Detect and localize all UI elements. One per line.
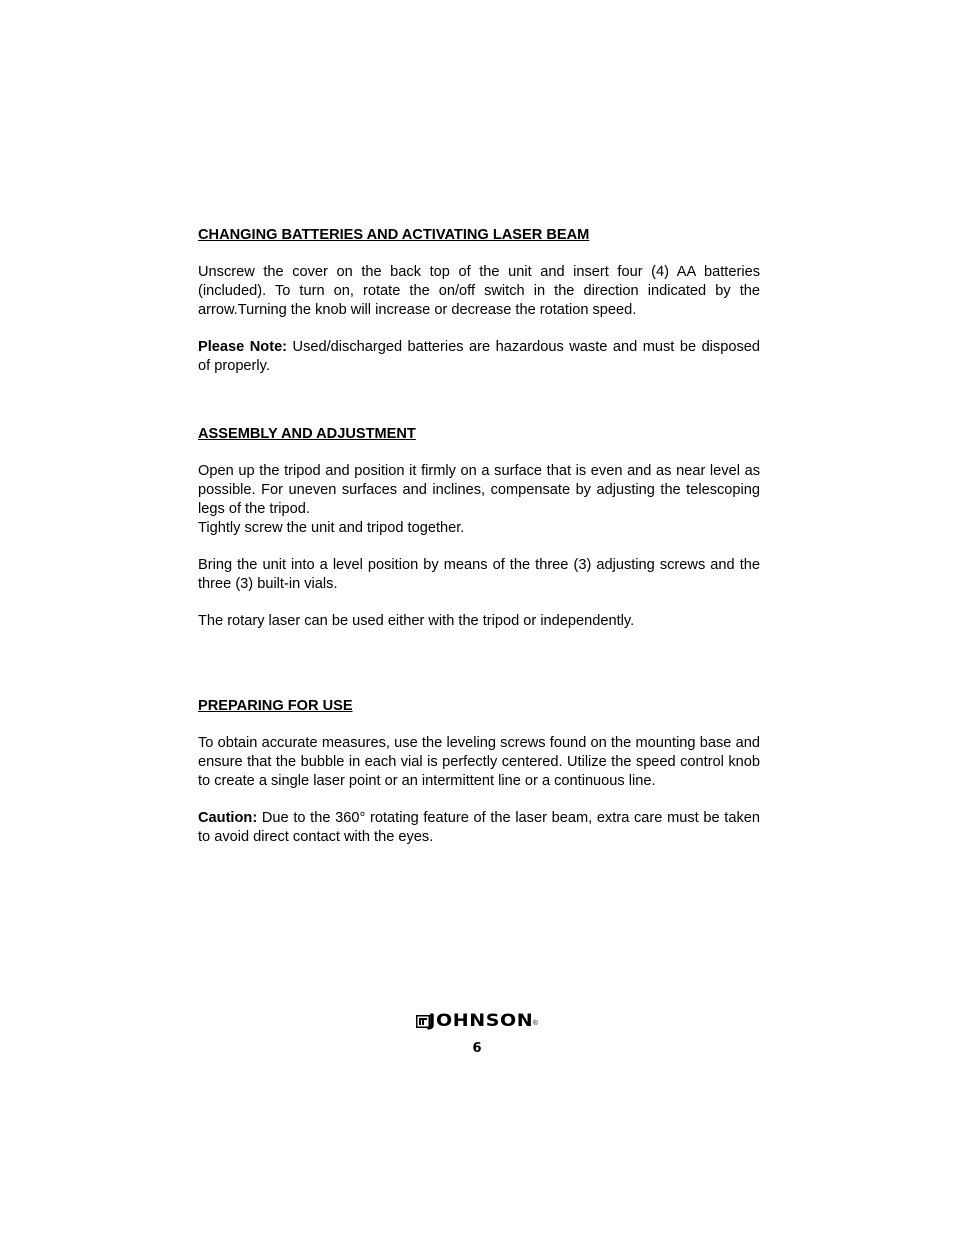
- paragraph-tripod-independent: The rotary laser can be used either with the tripod or independently.: [198, 613, 635, 629]
- caution-label: Caution:: [198, 810, 258, 826]
- please-note-text: Used/discharged batteries are hazardous waste and must be disposed of properly.: [198, 339, 760, 374]
- paragraph-caution: [198, 809, 760, 847]
- johnson-brand-text: JOHNSON: [428, 1011, 534, 1031]
- please-note-label: Please Note:: [198, 339, 288, 355]
- section-heading-assembly: ASSEMBLY AND ADJUSTMENT: [198, 426, 416, 442]
- johnson-logo: [416, 1010, 538, 1032]
- registered-mark: ®: [532, 1019, 538, 1027]
- page-footer: [0, 1010, 954, 1056]
- paragraph-batteries-instructions: Unscrew the cover on the back top of the unit and insert four (4) AA batteries (included). To turn on, rotate the on/off switch in the direction indicated by the arrow.Turning the knob will increase or decrease the rotation speed.: [198, 264, 760, 318]
- paragraph-please-note: [198, 338, 760, 376]
- paragraph-tripod-setup: Open up the tripod and position it firmly on a surface that is even and as near level as possible. For uneven surfaces and inclines, compensate by adjusting the telescoping legs of the tripod.: [198, 463, 760, 517]
- paragraph-accurate-measures: To obtain accurate measures, use the leveling screws found on the mounting base and ensure that the bubble in each vial is perfectly centered. Utilize the speed control knob to create a single laser point or an intermittent line or a continuous line.: [198, 735, 760, 789]
- section-heading-batteries: CHANGING BATTERIES AND ACTIVATING LASER BEAM: [198, 227, 590, 243]
- paragraph-tripod-screw: Tightly screw the unit and tripod together.: [198, 520, 465, 536]
- page-number: 6: [472, 1040, 482, 1056]
- paragraph-level-position: Bring the unit into a level position by means of the three (3) adjusting screws and the three (3) built-in vials.: [198, 557, 760, 592]
- section-heading-preparing: PREPARING FOR USE: [198, 698, 353, 714]
- caution-text: Due to the 360° rotating feature of the laser beam, extra care must be taken to avoid direct contact with the eyes.: [198, 810, 760, 845]
- page-content: [198, 226, 760, 847]
